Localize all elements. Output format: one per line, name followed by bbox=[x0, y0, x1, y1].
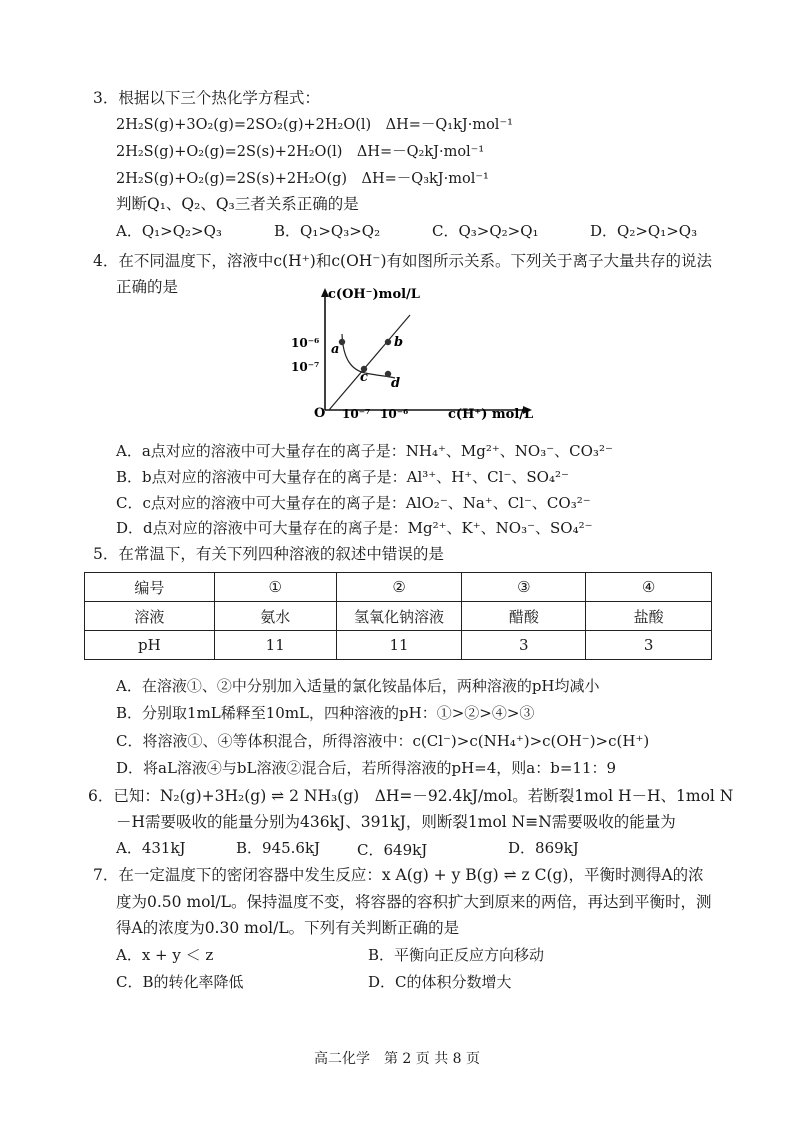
x-tick-1e-7: 10⁻⁷ bbox=[342, 407, 371, 421]
q7-stem-line3: 得A的浓度为0.30 mol/L。下列有关判断正确的是 bbox=[116, 919, 460, 937]
q7-stem-line2: 度为0.50 mol/L。保持温度不变，将容器的容积扩大到原来的两倍，再达到平衡时，测 bbox=[116, 893, 712, 911]
table-cell: 3 bbox=[586, 631, 712, 660]
y-tick-1e-6: 10⁻⁶ bbox=[291, 336, 320, 350]
table-cell: 溶液 bbox=[85, 602, 215, 631]
page-footer: 高二化学 第 2 页 共 8 页 bbox=[313, 1051, 481, 1067]
q6-option-c: C．649kJ bbox=[357, 841, 428, 859]
table-cell: ① bbox=[214, 573, 336, 602]
q3-option-b: B．Q₁>Q₃>Q₂ bbox=[274, 222, 381, 240]
y-axis-label: c(OH⁻)mol/L bbox=[328, 287, 420, 302]
point-b bbox=[385, 339, 391, 345]
table-cell: 3 bbox=[462, 631, 586, 660]
q3-option-a: A．Q₁>Q₂>Q₃ bbox=[116, 222, 222, 240]
x-tick-1e-6: 10⁻⁶ bbox=[380, 407, 409, 421]
q7-stem-line1: 7．在一定温度下的密闭容器中发生反应：x A(g) + y B(g) ⇌ z C(g)，平衡时测得A的浓 bbox=[93, 866, 704, 884]
q6-option-b: B．945.6kJ bbox=[236, 839, 321, 857]
table-cell: ② bbox=[336, 573, 462, 602]
table-cell: 11 bbox=[336, 631, 462, 660]
q5-option-c: C．将溶液①、④等体积混合，所得溶液中：c(Cl⁻)>c(NH₄⁺)>c(OH⁻)>c(H⁺) bbox=[116, 732, 650, 750]
table-cell: ④ bbox=[586, 573, 712, 602]
q5-stem: 5．在常温下，有关下列四种溶液的叙述中错误的是 bbox=[93, 545, 444, 563]
q3-eq1: 2H₂S(g)+3O₂(g)=2SO₂(g)+2H₂O(l) ΔH=－Q₁kJ·mol⁻¹ bbox=[116, 117, 513, 133]
x-axis-label: c(H⁺) mol/L bbox=[448, 407, 534, 422]
q3-judge: 判断Q₁、Q₂、Q₃三者关系正确的是 bbox=[116, 195, 359, 213]
table-cell: ③ bbox=[462, 573, 586, 602]
q4-stem-line2: 正确的是 bbox=[116, 278, 179, 296]
q5-option-a: A．在溶液①、②中分别加入适量的氯化铵晶体后，两种溶液的pH均减小 bbox=[116, 677, 600, 695]
table-cell: 编号 bbox=[85, 573, 215, 602]
y-tick-1e-7: 10⁻⁷ bbox=[291, 360, 320, 374]
point-a bbox=[339, 339, 345, 345]
table-cell: 11 bbox=[214, 631, 336, 660]
q4-option-b: B．b点对应的溶液中可大量存在的离子是：Al³⁺、H⁺、Cl⁻、SO₄²⁻ bbox=[116, 468, 569, 486]
q3-option-d: D．Q₂>Q₁>Q₃ bbox=[590, 222, 698, 240]
q4-option-d: D．d点对应的溶液中可大量存在的离子是：Mg²⁺、K⁺、NO₃⁻、SO₄²⁻ bbox=[116, 519, 593, 537]
label-a: a bbox=[331, 342, 340, 357]
equality-line bbox=[329, 315, 410, 410]
label-d: d bbox=[391, 376, 401, 391]
table-cell: 氨水 bbox=[214, 602, 336, 631]
origin-label: O bbox=[314, 406, 326, 421]
q6-stem-line2: －H需要吸收的能量分别为436kJ、391kJ，则断裂1mol N≡N需要吸收的能量为 bbox=[116, 813, 676, 831]
q4-graph bbox=[280, 282, 540, 422]
q4-option-a: A．a点对应的溶液中可大量存在的离子是：NH₄⁺、Mg²⁺、NO₃⁻、CO₃²⁻ bbox=[116, 442, 613, 460]
q7-option-d: D．C的体积分数增大 bbox=[368, 973, 512, 991]
q7-option-b: B．平衡向正反应方向移动 bbox=[368, 946, 545, 964]
label-c: c bbox=[360, 370, 368, 385]
q6-stem-line1: 6．已知：N₂(g)+3H₂(g) ⇌ 2 NH₃(g) ΔH=－92.4kJ/mol。若断裂1mol H－H、1mol N bbox=[88, 787, 734, 805]
q7-option-c: C．B的转化率降低 bbox=[116, 973, 244, 991]
table-row bbox=[85, 602, 712, 631]
q4-option-c: C．c点对应的溶液中可大量存在的离子是：AlO₂⁻、Na⁺、Cl⁻、CO₃²⁻ bbox=[116, 494, 591, 512]
table-cell: 氢氧化钠溶液 bbox=[336, 602, 462, 631]
q5-option-d: D．将aL溶液④与bL溶液②混合后，若所得溶液的pH=4，则a：b=11：9 bbox=[116, 759, 617, 777]
table-cell: 盐酸 bbox=[586, 602, 712, 631]
table-row bbox=[85, 573, 712, 602]
table-cell: pH bbox=[85, 631, 215, 660]
q5-table bbox=[84, 572, 712, 660]
q4-stem-line1: 4．在不同温度下，溶液中c(H⁺)和c(OH⁻)有如图所示关系。下列关于离子大量共存的说法 bbox=[93, 252, 713, 270]
q6-option-a: A．431kJ bbox=[116, 839, 186, 857]
q3-eq3: 2H₂S(g)+O₂(g)=2S(s)+2H₂O(g) ΔH=－Q₃kJ·mol⁻¹ bbox=[116, 171, 489, 187]
table-cell: 醋酸 bbox=[462, 602, 586, 631]
q3-option-c: C．Q₃>Q₂>Q₁ bbox=[432, 222, 539, 240]
q5-option-b: B．分别取1mL稀释至10mL，四种溶液的pH：①>②>④>③ bbox=[116, 704, 535, 722]
q3-eq2: 2H₂S(g)+O₂(g)=2S(s)+2H₂O(l) ΔH=－Q₂kJ·mol⁻¹ bbox=[116, 144, 485, 160]
label-b: b bbox=[394, 335, 404, 350]
q7-option-a: A．x + y ＜ z bbox=[116, 946, 214, 964]
q3-stem: 3．根据以下三个热化学方程式： bbox=[93, 89, 320, 107]
q6-option-d: D．869kJ bbox=[508, 839, 579, 857]
table-row bbox=[85, 631, 712, 660]
